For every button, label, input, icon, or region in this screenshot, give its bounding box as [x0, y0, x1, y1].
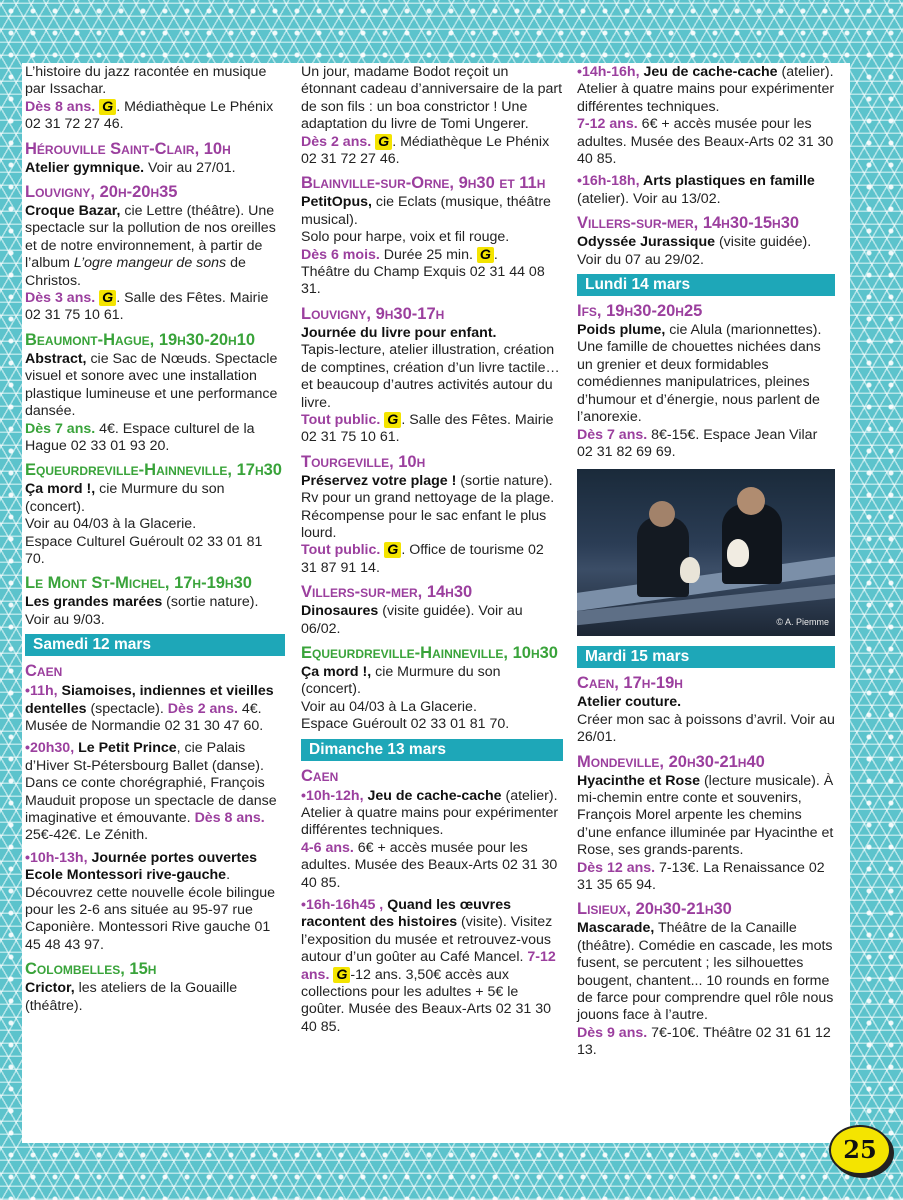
age-label: 7-12 ans. [577, 116, 638, 133]
event-blainville [301, 173, 563, 298]
event-title: Ça mord !, [25, 481, 96, 498]
event-location-time: Beaumont-Hague, 19h30-20h10 [25, 330, 256, 349]
event-location-time: Ifs, 19h30-20h25 [577, 302, 703, 321]
event-text: L’histoire du jazz racontée en musique par Issachar. [25, 64, 267, 98]
event-title: Arts plastiques en famille [639, 173, 815, 190]
event-herouville [25, 139, 285, 177]
event-time: •11h, [25, 683, 58, 700]
event-venue: 6€ + accès musée pour les adultes. Musée des Beaux-Arts 02 31 30 40 85. [301, 839, 558, 891]
event-text: Théâtre de la Canaille (théâtre). Comédie en cascade, les mots fusent, se percutent ; les silhouettes bougent, chantent... 10 rounds en forme de farce pour comprendre quel rôle nous jouons face à l’autre. [577, 920, 834, 1024]
event-petit-prince [25, 740, 285, 844]
age-label: Dès 12 ans. [577, 859, 656, 876]
event-time: •16h-16h45 , [301, 897, 384, 914]
event-louvigny-livre [301, 304, 563, 447]
event-villers-dinosaures [301, 582, 563, 638]
event-title: Odyssée Jurassique [577, 234, 716, 251]
event-beaumont [25, 330, 285, 455]
age-label: Dès 9 ans. [577, 1024, 648, 1041]
free-badge: G [384, 412, 401, 428]
event-text: Rv pour un grand nettoyage de la plage. Récompense pour le sac enfant le plus lourd. [301, 490, 555, 541]
event-venue: 7-13€. La Renaissance 02 31 35 65 94. [577, 859, 825, 893]
event-text: . [493, 246, 498, 263]
event-text: (lecture musicale). À mi-chemin entre conte et souvenirs, François Morel arpente les chemins d’une enfance illuminée par Hyacinthe et Rose, ses grands-parents. [577, 772, 834, 859]
event-title: Jeu de cache-cache [639, 64, 778, 80]
event-text: cie Murmure du son (concert). [301, 663, 501, 698]
event-mascarade [577, 899, 835, 1059]
event-boa [301, 64, 563, 168]
event-venue: 8€-15€. Espace Jean Vilar 02 31 82 69 69. [577, 426, 818, 460]
free-badge: G [99, 290, 116, 306]
event-text: Créer mon sac à poissons d’avril. Voir au 26/01. [577, 711, 835, 746]
event-title: Ça mord !, [301, 663, 372, 680]
event-arts-plastiques [577, 173, 835, 208]
event-text: Voir au 27/01. [144, 159, 236, 176]
age-label: Dès 2 ans. [167, 700, 238, 717]
event-time: •10h-13h, [25, 849, 88, 866]
age-label: Dès 8 ans. [25, 98, 96, 115]
age-label: Dès 6 mois. [301, 246, 380, 263]
owl-puppet [727, 539, 749, 567]
event-text: Voir au 04/03 à La Glacerie. [301, 698, 477, 715]
age-label: Dès 8 ans. [194, 810, 265, 826]
age-label: Dès 7 ans. [577, 426, 648, 443]
event-venue: . Salle des Fêtes. Mairie 02 31 75 10 61. [25, 290, 269, 324]
event-location-time: Caen, 17h-19h [577, 674, 683, 693]
event-text: cie Murmure du son (concert). [25, 481, 225, 515]
day-header-samedi: Samedi 12 mars [25, 634, 285, 656]
event-poids-plume [577, 301, 835, 461]
event-odyssee [577, 213, 835, 269]
event-venue: . Médiathèque Le Phénix 02 31 72 27 46. [301, 133, 550, 168]
event-venue: 4€. Espace culturel de la Hague 02 33 01 93 20. [25, 420, 255, 454]
event-title: Journée portes ouvertes Ecole Montessori rive-gauche [25, 849, 258, 884]
event-text: (atelier). Atelier à quatre mains pour expérimenter différentes techniques. [577, 64, 835, 115]
owl-puppet [680, 557, 700, 583]
event-text: (sortie nature). [456, 472, 553, 489]
age-label: Dès 3 ans. [25, 290, 96, 307]
event-text: Découvrez cette nouvelle école bilingue pour les 2-6 ans située au 95-97 rue Caponière. Montessori Rive gauche 01 45 48 43 97. [25, 884, 276, 953]
event-siamoises [25, 683, 285, 735]
event-tourgeville [301, 452, 563, 577]
event-text: de Christos. [25, 255, 246, 289]
show-photo [577, 469, 835, 636]
event-text: cie Alula (marionnettes). Une famille de chouettes nichées dans un grenier et deux formidables comédiennes manipulatrices, pleines d’humour et d’énergie, nous parlent de l’anorexie. [577, 322, 822, 426]
event-title: Atelier couture. [577, 694, 682, 711]
event-title: Le Petit Prince [74, 740, 177, 757]
event-location-time: Lisieux, 20h30-21h30 [577, 900, 732, 919]
event-venue: Espace Culturel Guéroult 02 33 01 81 70. [25, 533, 263, 567]
free-badge: G [384, 542, 401, 558]
age-label: Tout public. [301, 542, 381, 559]
page-number: 25 [829, 1125, 891, 1175]
event-louvigny-croque [25, 182, 285, 325]
event-title: Préservez votre plage ! [301, 472, 457, 489]
event-text: les ateliers de la Gouaille (théâtre). [25, 980, 238, 1014]
event-location-time: Hérouville Saint-Clair, 10h [25, 139, 231, 158]
event-text: Un jour, madame Bodot reçoit un étonnant cadeau d’anniversaire de la part de son fils : un boa constrictor ! Une adaptation du livre de Tomi Ungerer. [301, 64, 563, 133]
puppeteer-figure [637, 517, 689, 597]
event-text: (visite guidée). Voir du 07 au 29/02. [577, 234, 812, 268]
event-location-time: Colombelles, 15h [25, 960, 157, 979]
event-title: Atelier gymnique. [25, 159, 145, 176]
event-text: Voir au 04/03 à la Glacerie. [25, 516, 197, 533]
event-title: PetitOpus, [301, 194, 372, 211]
event-text: (atelier). Atelier à quatre mains pour expérimenter différentes techniques. [301, 787, 559, 839]
agenda-column-1 [25, 64, 285, 1020]
event-text: cie Lettre (théâtre). Une spectacle sur la pollution de nos oreilles et de notre environnement, à partir de l’album [25, 203, 276, 272]
event-location-time: Louvigny, 9h30-17h [301, 304, 445, 323]
event-venue: . Médiathèque Le Phénix 02 31 72 27 46. [25, 98, 274, 133]
event-time: •16h-18h, [577, 173, 640, 190]
age-label: Dès 2 ans. [301, 133, 372, 150]
event-venue: 4€. Musée de Normandie 02 31 30 47 60. [25, 700, 264, 734]
event-title: Poids plume, [577, 322, 666, 339]
event-text: (atelier). Voir au 13/02. [577, 190, 721, 207]
event-text: Solo pour harpe, voix et fil rouge. [301, 229, 510, 246]
event-venue: . Office de tourisme 02 31 87 91 14. [301, 542, 544, 576]
event-cache-cache-14h [577, 64, 835, 168]
event-title: Quand les œuvres racontent des histoires [301, 897, 511, 931]
event-location-time: Louvigny, 20h-20h35 [25, 183, 178, 202]
event-location-time: Tourgeville, 10h [301, 452, 426, 471]
event-location: Caen [301, 766, 339, 785]
event-colombelles [25, 959, 285, 1015]
event-location-time: Equeurdreville-Hainneville, 10h30 [301, 643, 558, 662]
book-title: L’ogre mangeur de sons [73, 255, 227, 272]
event-duration: Durée 25 min. [379, 246, 477, 263]
event-venue: . Salle des Fêtes. Mairie 02 31 75 10 61. [301, 411, 554, 446]
free-badge: G [477, 247, 494, 263]
event-jazz [25, 64, 285, 134]
city-caen [25, 661, 285, 681]
day-header-mardi: Mardi 15 mars [577, 646, 835, 668]
event-text: . [226, 867, 231, 884]
event-venue: 25€-42€. Le Zénith. [25, 827, 149, 844]
age-label: 7-12 ans. [301, 949, 556, 983]
event-location-time: Villers-sur-mer, 14h30 [301, 583, 473, 602]
event-hyacinthe [577, 752, 835, 895]
age-label: Tout public. [301, 411, 381, 428]
event-oeuvres [301, 897, 563, 1036]
event-text: (visite). Visitez l’exposition du musée et retrouvez-vous autour d’un goûter au Café Mancel. [301, 914, 553, 966]
event-venue: Théâtre du Champ Exquis 02 31 44 08 31. [301, 264, 545, 298]
event-mont-st-michel [25, 573, 285, 629]
event-time: •14h-16h, [577, 64, 640, 80]
event-title: Journée du livre pour enfant. [301, 324, 497, 341]
event-cache-cache-10h [301, 788, 563, 892]
event-text: (spectacle). [86, 700, 168, 717]
event-equeurdreville-17h30 [25, 460, 285, 568]
age-label: Dès 7 ans. [25, 420, 96, 437]
event-time: •10h-12h, [301, 787, 364, 804]
day-header-lundi: Lundi 14 mars [577, 274, 835, 296]
event-venue: 7€-10€. Théâtre 02 31 61 12 13. [577, 1024, 831, 1059]
event-atelier-couture [577, 673, 835, 746]
free-badge: G [375, 134, 392, 150]
event-title: Siamoises, indiennes et vieilles dentelles [25, 683, 274, 717]
event-title: Les grandes marées [25, 594, 163, 611]
event-location-time: Villers-sur-mer, 14h30-15h30 [577, 214, 800, 233]
event-text: (sortie nature). Voir au 9/03. [25, 594, 259, 628]
agenda-column-2 [301, 64, 563, 1041]
free-badge: G [333, 967, 350, 983]
event-title: Abstract, [25, 350, 87, 367]
city-caen [301, 766, 563, 786]
event-venue: -12 ans. 3,50€ accès aux collections pour les adultes + 5€ le goûter. Musée des Beaux-Arts 02 31 30 40 85. [301, 966, 552, 1035]
event-text: cie Sac de Nœuds. Spectacle visuel et sonore avec une installation plastique lumineuse et une performance dansée. [25, 350, 278, 420]
event-equeurdreville-10h30 [301, 643, 563, 734]
event-text: , cie Palais d’Hiver St-Pétersbourg Ballet (danse). Dans ce conte chorégraphié, François Mauduit propose un spectacle de danse imaginative et émouvante. [25, 740, 277, 826]
event-title: Croque Bazar, [25, 203, 121, 220]
event-location: Caen [25, 662, 63, 681]
event-title: Crictor, [25, 980, 75, 997]
event-venue: 6€ + accès musée pour les adultes. Musée des Beaux-Arts 02 31 30 40 85. [577, 116, 834, 168]
event-text: Tapis-lecture, atelier illustration, création de comptines, création d’un livre tactile… et beaucoup d’autres activités autour du livre. [301, 342, 560, 411]
event-title: Mascarade, [577, 920, 655, 937]
event-time: •20h30, [25, 740, 75, 757]
event-venue: Espace Guéroult 02 33 01 81 70. [301, 716, 510, 733]
event-text: cie Eclats (musique, théâtre musical). [301, 194, 551, 228]
event-location-time: Blainville-sur-Orne, 9h30 et 11h [301, 174, 546, 193]
event-montessori [25, 850, 285, 954]
event-location-time: Equeurdreville-Hainneville, 17h30 [25, 461, 282, 480]
photo-credit: © A. Piemme [776, 616, 829, 627]
event-title: Dinosaures [301, 603, 379, 620]
event-title: Jeu de cache-cache [363, 787, 502, 804]
event-text: (visite guidée). Voir au 06/02. [301, 603, 523, 637]
event-title: Hyacinthe et Rose [577, 772, 700, 789]
event-location-time: Mondeville, 20h30-21h40 [577, 752, 765, 771]
event-location-time: Le Mont St-Michel, 17h-19h30 [25, 574, 252, 593]
day-header-dimanche: Dimanche 13 mars [301, 739, 563, 761]
age-label: 4-6 ans. [301, 839, 354, 856]
free-badge: G [99, 99, 116, 115]
agenda-column-3 [577, 64, 835, 1065]
